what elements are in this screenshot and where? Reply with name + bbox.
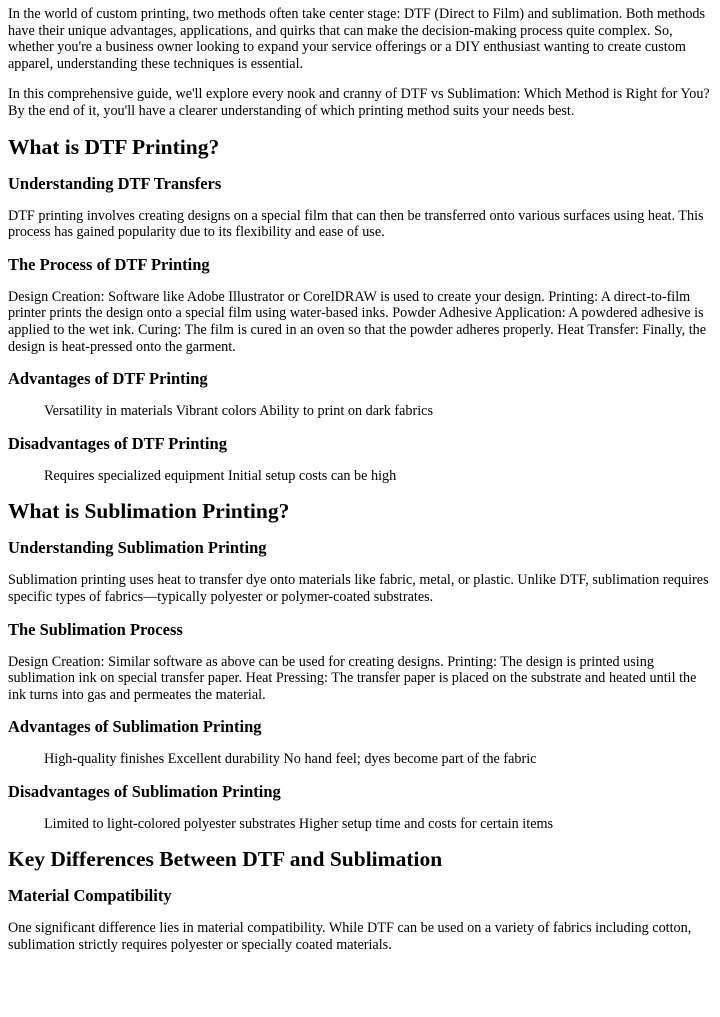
intro-paragraph: In this comprehensive guide, we'll explore every nook and cranny of DTF vs Sublimation: Which Method is Right for You? By the end of it, you'll have a clearer understanding of which printing method suits your needs best.: [8, 86, 710, 119]
dtf-disadvantages-list: Requires specialized equipment Initial setup costs can be high: [44, 467, 397, 484]
section-heading-differences: Key Differences Between DTF and Sublimation: [8, 847, 443, 872]
subheading-understanding-sublimation: Understanding Sublimation Printing: [8, 538, 267, 558]
subheading-sublimation-advantages: Advantages of Sublimation Printing: [8, 717, 262, 737]
subheading-dtf-disadvantages: Disadvantages of DTF Printing: [8, 433, 227, 453]
dtf-advantages-list: Versatility in materials Vibrant colors Ability to print on dark fabrics: [44, 403, 433, 420]
intro-paragraph: In the world of custom printing, two methods often take center stage: DTF (Direct to Film) and sublimation. Both methods have their unique advantages, applications, and quirks that can make the decision-making process quite complex. So, whether you're a business owner looking to expand your service offerings or a DIY enthusiast wanting to create custom apparel, understanding these techniques is essential.: [8, 6, 706, 72]
subheading-sublimation-disadvantages: Disadvantages of Sublimation Printing: [8, 781, 281, 801]
paragraph-understanding-dtf: DTF printing involves creating designs on a special film that can then be transferred onto various surfaces using heat. This process has gained popularity due to its flexibility and ease of use.: [8, 207, 704, 241]
paragraph-understanding-sublimation: Sublimation printing uses heat to transfer dye onto materials like fabric, metal, or plastic. Unlike DTF, sublimation requires specific types of fabrics—typically polyester or polymer-coated substrates.: [8, 572, 709, 605]
section-heading-dtf: What is DTF Printing?: [8, 134, 220, 159]
subheading-sublimation-process: The Sublimation Process: [8, 619, 183, 639]
sublimation-advantages-list: High-quality finishes Excellent durability No hand feel; dyes become part of the fabric: [44, 751, 537, 768]
subheading-material-compatibility: Material Compatibility: [8, 886, 172, 906]
sublimation-disadvantages-list: Limited to light-colored polyester substrates Higher setup time and costs for certain items: [44, 815, 554, 832]
subheading-dtf-advantages: Advantages of DTF Printing: [8, 369, 208, 389]
subheading-dtf-process: The Process of DTF Printing: [8, 254, 210, 274]
paragraph-sublimation-process: Design Creation: Similar software as above can be used for creating designs. Printing: The design is printed using sublimation ink on special transfer paper. Heat Pressing: The transfer paper is placed on the substrate and heated until the ink turns into gas and permeates the material.: [8, 653, 697, 703]
section-heading-sublimation: What is Sublimation Printing?: [8, 499, 290, 524]
subheading-understanding-dtf: Understanding DTF Transfers: [8, 173, 222, 193]
paragraph-dtf-process: Design Creation: Software like Adobe Illustrator or CorelDRAW is used to create your design. Printing: A direct-to-film printer prints the design onto a special film using water-based inks. Powder Adhesive Application: A powdered adhesive is applied to the wet ink. Curing: The film is cured in an oven so that the powder adheres properly. Heat Transfer: Finally, the design is heat-pressed onto the garment.: [8, 288, 707, 355]
paragraph-material-compatibility: One significant difference lies in material compatibility. While DTF can be used on a variety of fabrics including cotton, sublimation strictly requires polyester or specially coated materials.: [8, 920, 692, 954]
